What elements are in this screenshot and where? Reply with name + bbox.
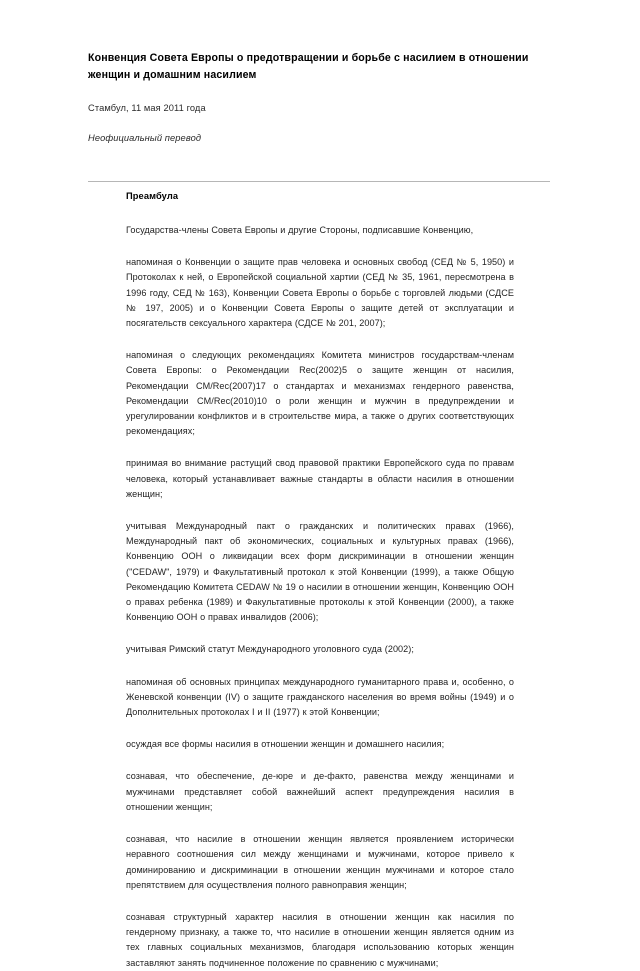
preamble-paragraph: учитывая Международный пакт о гражданских и политических правах (1966), Международный пакт об экономических, социальных и культурных правах (1966), Конвенцию ООН о ликвидации всех форм дискриминации в отношении женщин ("CEDAW", 1979) и Факультативный протокол к этой Конвенции (1999), а также Общую Рекомендацию Комитета CEDAW № 19 о насилии в отношении женщин, Конвенцию ООН о правах ребенка (1989) и Факультативные протоколы к этой Конвенции (2000), а также Конвенцию ООН о правах инвалидов (2006); bbox=[126, 521, 514, 623]
preamble-paragraph: напоминая о Конвенции о защите прав человека и основных свобод (СЕД № 5, 1950) и Протоколах к ней, о Европейской социальной хартии (СЕД № 35, 1961, пересмотрена в 1996 году, СЕД № 163), Конвенции Совета Европы о борьбе с торговлей людьми (СДСЕ № 197, 2005) и о Конвенции Совета Европы о защите детей от эксплуатации и посягательств сексуального характера (СДСЕ № 201, 2007); bbox=[126, 257, 514, 329]
document-header bbox=[88, 50, 550, 145]
preamble-paragraph: сознавая, что обеспечение, де-юре и де-факто, равенства между женщинами и мужчинами представляет собой важнейший аспект предупреждения насилия в отношении женщин; bbox=[126, 771, 514, 812]
preamble-paragraph: напоминая об основных принципах международного гуманитарного права и, особенно, о Женевской конвенции (IV) о защите гражданского населения во время войны (1949) и о Дополнительных протоколах I и II (1977) к этой Конвенции; bbox=[126, 676, 514, 718]
place-and-date: Стамбул, 11 мая 2011 года bbox=[88, 103, 206, 113]
preamble-paragraph: Государства-члены Совета Европы и другие Стороны, подписавшие Конвенцию, bbox=[126, 225, 474, 235]
preamble-paragraph: сознавая, что насилие в отношении женщин является проявлением исторически неравного соотношения сил между женщинами и мужчинами, которое привело к доминированию и дискриминации в отношении женщин мужчинами и которое стало препятствием для осуществления полного равноправия женщин; bbox=[126, 834, 514, 890]
preamble-paragraph: сознавая структурный характер насилия в отношении женщин как насилия по гендерному признаку, а также то, что насилие в отношении женщин является одним из тех главных социальных механизмов, благодаря использованию которых женщин заставляют занять подчиненное положение по сравнению с мужчинами; bbox=[126, 911, 514, 968]
preamble-paragraph: принимая во внимание растущий свод правовой практики Европейского суда по правам человека, который устанавливает важные стандарты в области насилия в отношении женщин; bbox=[126, 458, 514, 499]
preamble-heading: Преамбула bbox=[126, 191, 179, 201]
translation-note: Неофициальный перевод bbox=[88, 133, 202, 143]
preamble-paragraph: учитывая Римский статут Международного уголовного суда (2002); bbox=[126, 644, 414, 655]
page-title: Конвенция Совета Европы о предотвращении и борьбе с насилием в отношении женщин и домашним насилием bbox=[88, 52, 529, 81]
preamble-paragraph: напоминая о следующих рекомендациях Комитета министров государствам-членам Совета Европы: о Рекомендации Rec(2002)5 о защите женщин от насилия, Рекомендации CM/Rec(2007)17 о стандартах и механизмах гендерного равенства, Рекомендации CM/Rec(2010)10 о роли женщин и мужчин в предупреждении и урегулировании конфликтов и в строительстве мира, а также о других соответствующих рекомендациях; bbox=[126, 350, 514, 437]
preamble-paragraph: осуждая все формы насилия в отношении женщин и домашнего насилия; bbox=[126, 739, 445, 750]
document-body bbox=[126, 190, 514, 971]
header-divider bbox=[88, 181, 550, 182]
